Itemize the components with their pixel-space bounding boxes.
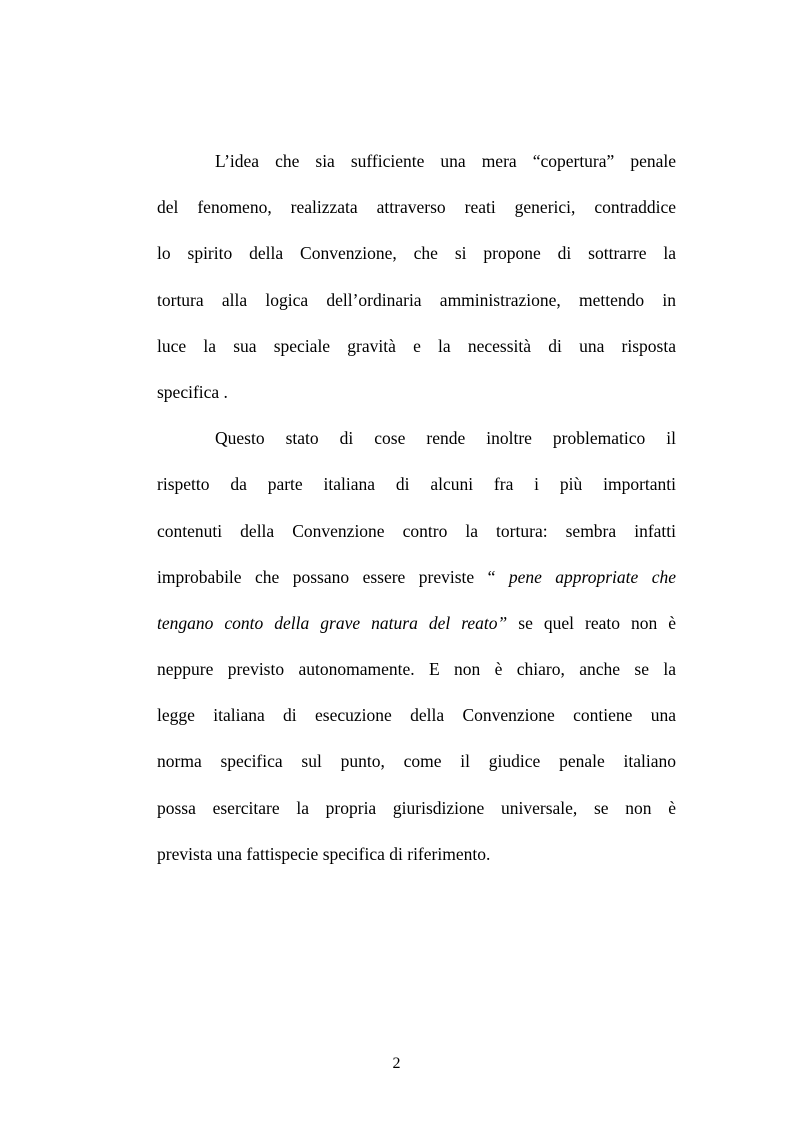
paragraph-2 bbox=[157, 415, 676, 877]
paragraph-line: Questo stato di cose rende inoltre problematico il bbox=[215, 428, 676, 449]
paragraph-line-with-quote bbox=[157, 554, 676, 600]
quoted-text: tengano conto della grave natura del reato” bbox=[157, 612, 508, 633]
paragraph-line: L’idea che sia sufficiente una mera “copertura” penale bbox=[215, 151, 676, 171]
quoted-text: pene appropriate che bbox=[508, 566, 676, 587]
paragraph-line: neppure previsto autonomamente. E non è chiaro, anche se la bbox=[157, 659, 676, 680]
document-body bbox=[157, 138, 676, 877]
page-number: 2 bbox=[392, 1055, 401, 1072]
paragraph-line: lo spirito della Convenzione, che si propone di sottrarre la bbox=[157, 243, 676, 264]
paragraph-line: norma specifica sul punto, come il giudice penale italiano bbox=[157, 751, 676, 772]
paragraph-line-with-quote bbox=[157, 600, 676, 646]
paragraph-line: contenuti della Convenzione contro la tortura: sembra infatti bbox=[157, 520, 676, 541]
paragraph-line: luce la sua speciale gravità e la necessità di una risposta bbox=[157, 335, 676, 356]
quote-trail-text: se quel reato non è bbox=[507, 612, 677, 633]
quote-lead-text: improbabile che possano essere previste “ bbox=[157, 566, 509, 587]
paragraph-1 bbox=[157, 138, 676, 415]
paragraph-line: prevista una fattispecie specifica di riferimento. bbox=[157, 843, 491, 864]
paragraph-line: del fenomeno, realizzata attraverso reati generici, contraddice bbox=[157, 197, 676, 218]
paragraph-line: possa esercitare la propria giurisdizione universale, se non è bbox=[157, 797, 676, 818]
paragraph-line: rispetto da parte italiana di alcuni fra i più importanti bbox=[157, 474, 676, 495]
paragraph-line: legge italiana di esecuzione della Convenzione contiene una bbox=[157, 705, 676, 726]
paragraph-line: tortura alla logica dell’ordinaria amministrazione, mettendo in bbox=[157, 289, 676, 310]
paragraph-line: specifica . bbox=[157, 381, 228, 402]
